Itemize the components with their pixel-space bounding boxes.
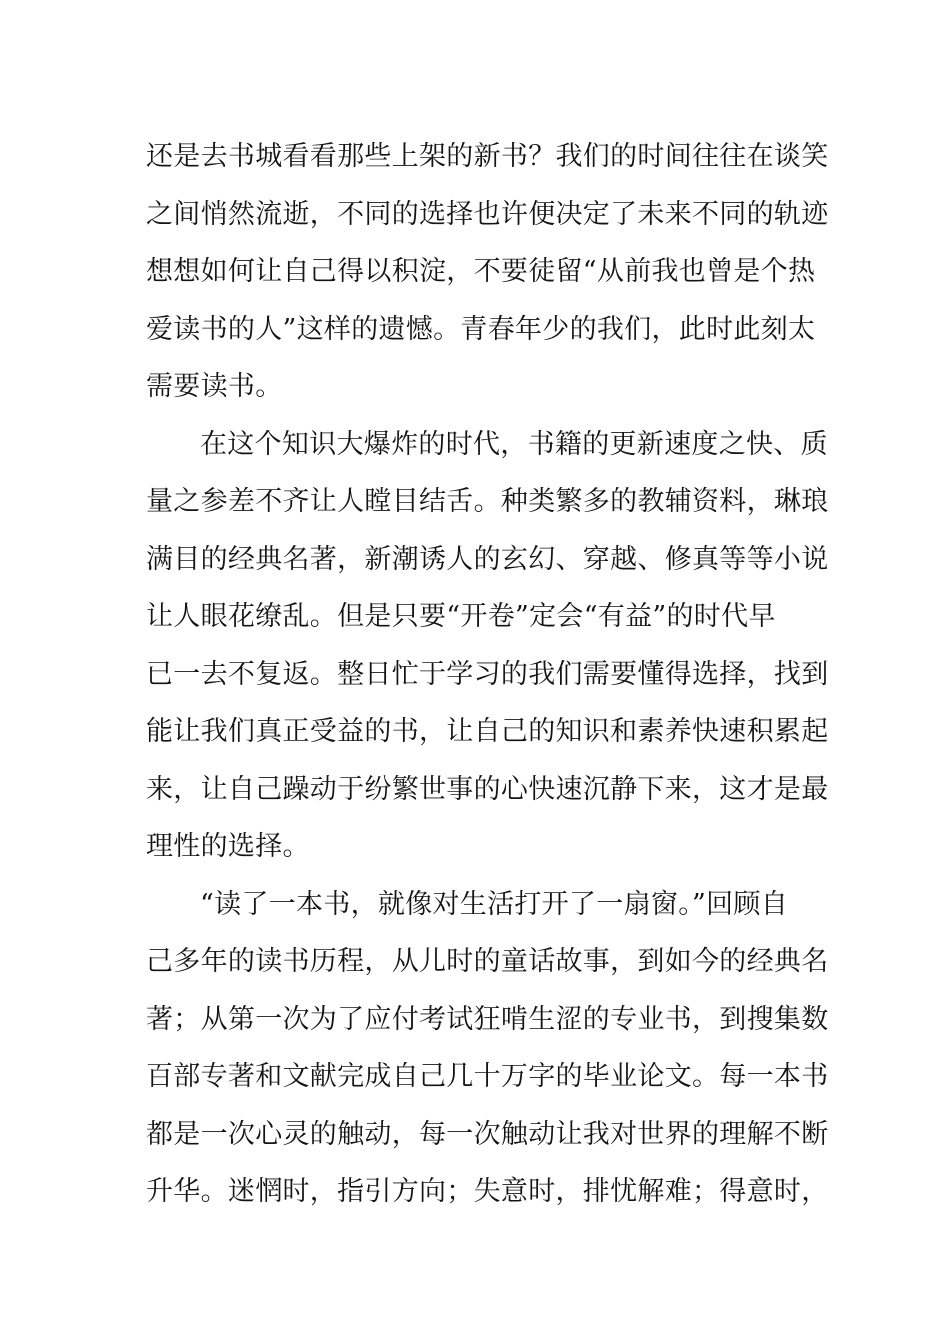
text-line: 量之参差不齐让人瞠目结舌。种类繁多的教辅资料，琳琅 [146, 486, 829, 517]
text-line: 理性的选择。 [146, 831, 310, 862]
text-line: “读了一本书，就像对生活打开了一扇窗。”回顾自 [200, 888, 789, 920]
body-text [146, 128, 829, 1221]
paragraph-1 [146, 128, 829, 416]
text-line: 著；从第一次为了应付考试狂啃生涩的专业书，到搜集数 [146, 1003, 829, 1035]
text-line: 升华。迷惘时，指引方向；失意时，排忧解难；得意时， [146, 1176, 829, 1207]
text-line: 都是一次心灵的触动，每一次触动让我对世界的理解不断 [146, 1118, 829, 1150]
text-line: 爱读书的人”这样的遗憾。青春年少的我们，此时此刻太 [146, 313, 816, 345]
text-line: 在这个知识大爆炸的时代，书籍的更新速度之快、质 [200, 428, 828, 460]
text-line: 还是去书城看看那些上架的新书？我们的时间往往在谈笑 [146, 141, 829, 172]
text-line: 己多年的读书历程，从儿时的童话故事，到如今的经典名 [146, 946, 829, 977]
text-line: 来，让自己躁动于纷繁世事的心快速沉静下来，这才是最 [146, 773, 829, 805]
text-line: 已一去不复返。整日忙于学习的我们需要懂得选择，找到 [146, 658, 829, 690]
text-line: 之间悄然流逝，不同的选择也许便决定了未来不同的轨迹 [146, 198, 829, 230]
paragraph-2 [146, 416, 829, 876]
text-line: 需要读书。 [146, 371, 283, 402]
text-line: 满目的经典名著，新潮诱人的玄幻、穿越、修真等等小说 [146, 543, 829, 575]
text-line: 能让我们真正受益的书，让自己的知识和素养快速积累起 [146, 716, 829, 747]
text-line: 让人眼花缭乱。但是只要“开卷”定会“有益”的时代早 [146, 601, 776, 632]
paragraph-3 [146, 876, 829, 1221]
text-line: 想想如何让自己得以积淀，不要徒留“从前我也曾是个热 [146, 256, 816, 287]
text-line: 百部专著和文献完成自己几十万字的毕业论文。每一本书 [146, 1061, 829, 1092]
